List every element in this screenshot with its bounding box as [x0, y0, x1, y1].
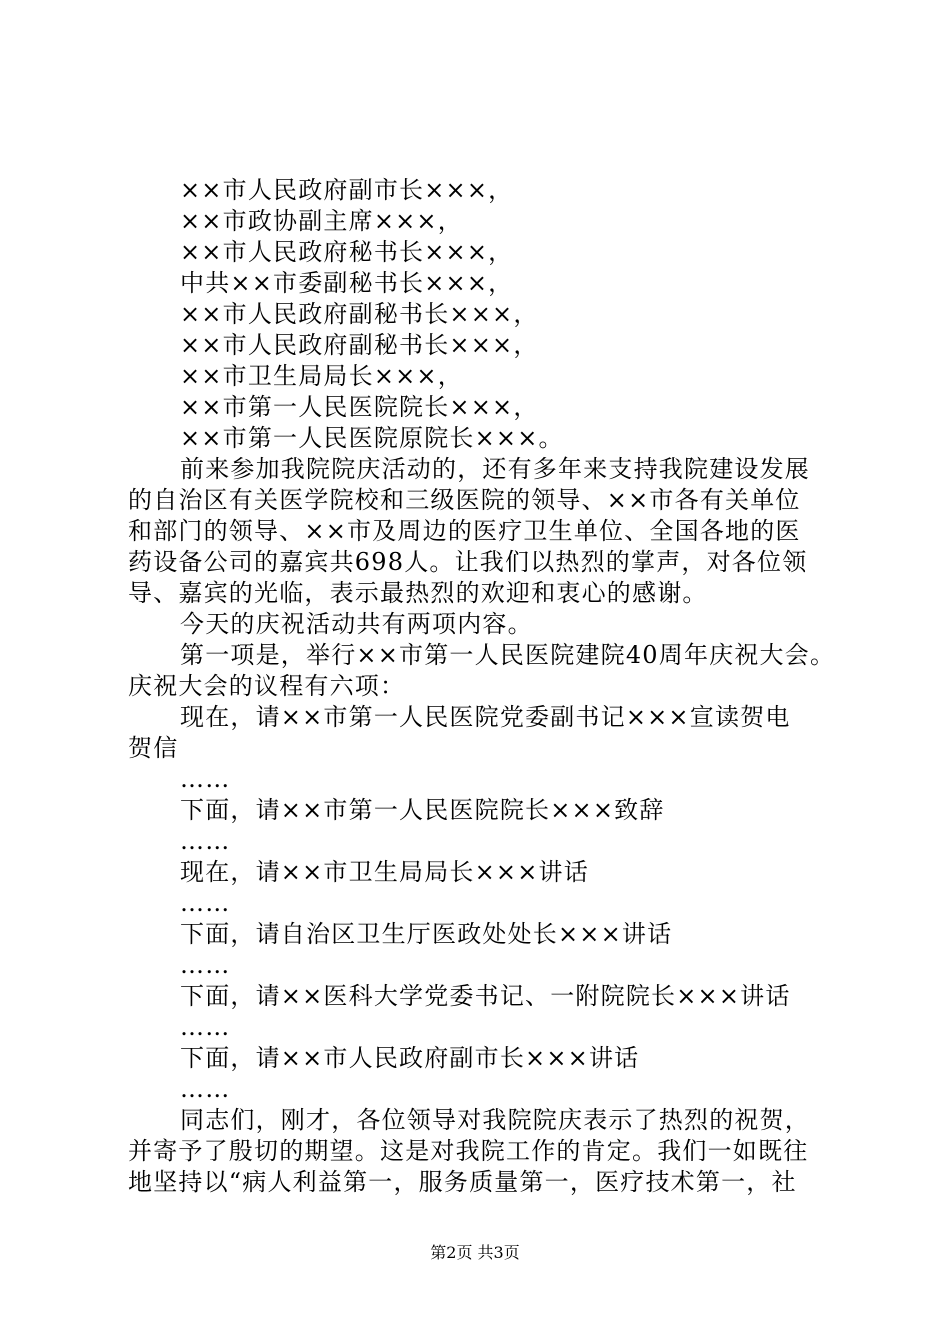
text-line: 现在，请××市第一人民医院党委副书记×××宣读贺电: [180, 703, 791, 731]
text-line: 导、嘉宾的光临，表示最热烈的欢迎和衷心的感谢。: [128, 579, 708, 607]
text-line: ××市卫生局局长×××，: [180, 362, 463, 390]
text-line: 下面，请××市第一人民医院院长×××致辞: [180, 796, 665, 824]
ellipsis-line: ……: [180, 951, 231, 979]
text-line: ××市第一人民医院原院长×××。: [180, 424, 564, 452]
text-line: ××市第一人民医院院长×××，: [180, 393, 539, 421]
text-line: 现在，请××市卫生局局长×××讲话: [180, 858, 589, 886]
text-line: ××市人民政府副秘书长×××，: [180, 331, 539, 359]
text-line: 贺信: [128, 734, 179, 762]
text-line: 和部门的领导、××市及周边的医疗卫生单位、全国各地的医: [128, 517, 801, 545]
ellipsis-line: ……: [180, 1013, 231, 1041]
text-line: 下面，请自治区卫生厅医政处处长×××讲话: [180, 920, 673, 948]
text-line: ××市政协副主席×××，: [180, 207, 463, 235]
text-line: 的自治区有关医学院校和三级医院的领导、××市各有关单位: [128, 486, 801, 514]
text-line: 药设备公司的嘉宾共698人。让我们以热烈的掌声，对各位领: [128, 548, 808, 576]
text-line: 并寄予了殷切的期望。这是对我院工作的肯定。我们一如既往: [128, 1137, 809, 1165]
page-number-footer: 第2页 共3页: [430, 1243, 520, 1262]
ellipsis-line: ……: [180, 827, 231, 855]
text-line: 第一项是，举行××市第一人民医院建院40周年庆祝大会。: [180, 641, 836, 669]
text-line: ××市人民政府副市长×××，: [180, 176, 514, 204]
text-line: 庆祝大会的议程有六项：: [128, 672, 406, 700]
text-line: 下面，请××市人民政府副市长×××讲话: [180, 1044, 640, 1072]
text-line: ××市人民政府秘书长×××，: [180, 238, 514, 266]
text-line: 今天的庆祝活动共有两项内容。: [180, 610, 533, 638]
ellipsis-line: ……: [180, 889, 231, 917]
text-line: 下面，请××医科大学党委书记、一附院院长×××讲话: [180, 982, 791, 1010]
text-line: ××市人民政府副秘书长×××，: [180, 300, 539, 328]
text-line: 地坚持以“病人利益第一，服务质量第一，医疗技术第一，社: [128, 1168, 797, 1196]
text-line: 同志们，刚才，各位领导对我院院庆表示了热烈的祝贺，: [180, 1106, 810, 1134]
text-line: 前来参加我院院庆活动的，还有多年来支持我院建设发展: [180, 455, 810, 483]
ellipsis-line: ……: [180, 1075, 231, 1103]
text-line: 中共××市委副秘书长×××，: [180, 269, 514, 297]
ellipsis-line: ……: [180, 765, 231, 793]
